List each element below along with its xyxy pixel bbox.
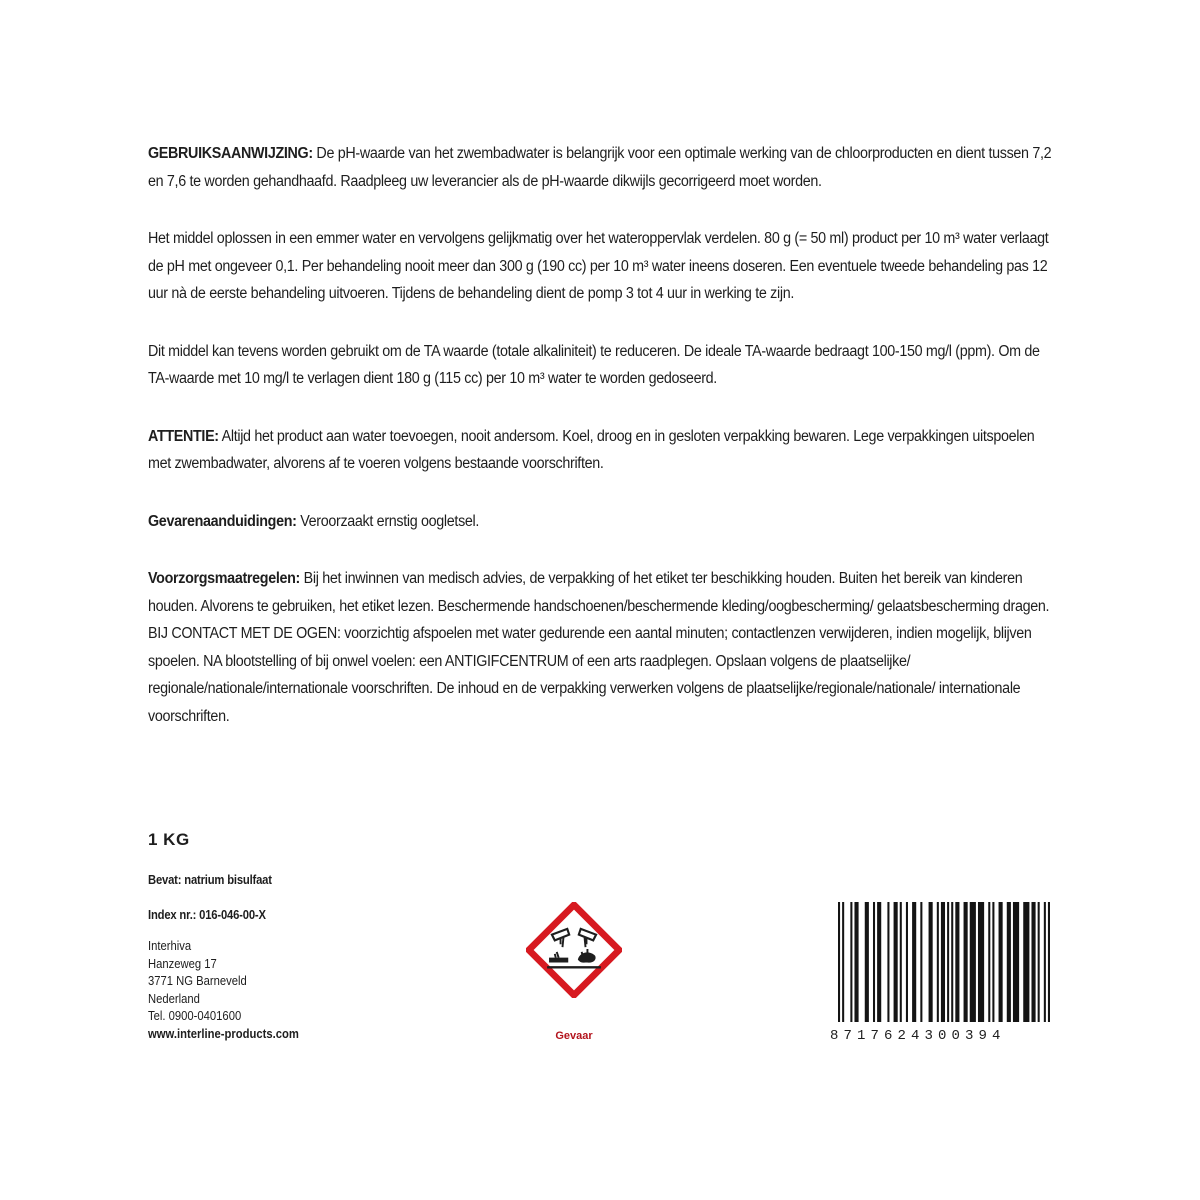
barcode-bar <box>1023 902 1029 1022</box>
usage-body: De pH-waarde van het zwembadwater is belangrijk voor een optimale werking van de chloorproducten en dient tussen 7,2 en 7,6 te worden gehandhaafd. Raadpleeg uw leverancier als de pH-waarde dikwijls gecorrigeerd moet worden. <box>148 145 1052 190</box>
barcode-bar <box>850 902 852 1022</box>
barcode <box>838 902 1050 1022</box>
barcode-bar <box>842 902 844 1022</box>
index-number: Index nr.: 016-046-00-X <box>148 908 266 922</box>
barcode-bar <box>937 902 939 1022</box>
attention-heading: ATTENTIE: <box>148 427 219 445</box>
signal-word: Gevaar <box>555 1030 593 1042</box>
barcode-bar <box>1038 902 1040 1022</box>
hazard-paragraph <box>148 508 1054 536</box>
barcode-bar <box>894 902 898 1022</box>
barcode-bar <box>999 902 1003 1022</box>
barcode-bar <box>1044 902 1046 1022</box>
barcode-bar <box>992 902 994 1022</box>
ghs05-corrosive-icon <box>526 902 622 998</box>
hazard-heading: Gevarenaanduidingen: <box>148 512 297 530</box>
barcode-bar <box>906 902 908 1022</box>
barcode-bar <box>955 902 959 1022</box>
barcode-bar <box>873 902 875 1022</box>
attention-paragraph <box>148 423 1054 478</box>
barcode-bar <box>978 902 984 1022</box>
instructions-text <box>148 140 1054 730</box>
company-website: www.interline-products.com <box>148 1026 299 1041</box>
usage-paragraph <box>148 140 1054 195</box>
barcode-bar <box>988 902 990 1022</box>
attention-body: Altijd het product aan water toevoegen, nooit andersom. Koel, droog en in gesloten verpakking bewaren. Lege verpakkingen uitspoelen met zwembadwater, alvorens af te voeren volgens bestaande voorschriften. <box>148 427 1035 472</box>
barcode-bar <box>865 902 869 1022</box>
hazard-body: Veroorzaakt ernstig oogletsel. <box>296 512 480 530</box>
ta-paragraph: Dit middel kan tevens worden gebruikt om de TA waarde (totale alkaliniteit) te reduceren. De ideale TA-waarde bedraagt 100-150 mg/l (ppm). Om de TA-waarde met 10 mg/l te verlagen dient 180 g (115 cc) per 10 m³ water te worden gedoseerd. <box>148 342 1040 387</box>
company-city: 3771 NG Barneveld <box>148 974 247 988</box>
barcode-bar <box>951 902 953 1022</box>
barcode-bar <box>877 902 881 1022</box>
eye-contact-paragraph: BIJ CONTACT MET DE OGEN: voorzichtig afspoelen met water gedurende een aantal minuten; contactlenzen verwijderen, indien mogelijk, blijven spoelen. NA blootstelling of bij onwel voelen: een ANTIGIFCENTRUM of een arts raadplegen. Opslaan volgens de plaatselijke/ regionale/nationale/internationale voorschriften. De inhoud en de verpakking verwerken volgens de plaatselijke/regionale/nationale/ internationale voorschriften. <box>148 625 1032 725</box>
barcode-bar <box>920 902 922 1022</box>
barcode-bar <box>912 902 916 1022</box>
contains-line: Bevat: natrium bisulfaat <box>148 873 272 887</box>
barcode-bar <box>1013 902 1019 1022</box>
barcode-bar <box>941 902 945 1022</box>
company-country: Nederland <box>148 991 200 1006</box>
net-weight: 1 KG <box>148 830 190 849</box>
barcode-bar <box>970 902 976 1022</box>
barcode-bar <box>929 902 933 1022</box>
barcode-bar <box>887 902 889 1022</box>
barcode-bar <box>1007 902 1011 1022</box>
dosage-paragraph: Het middel oplossen in een emmer water en vervolgens gelijkmatig over het wateroppervlak verdelen. 80 g (= 50 ml) product per 10 m³ water verlaagt de pH met ongeveer 0,1. Per behandeling nooit meer dan 300 g (190 cc) per 10 m³ water ineens doseren. Een eventuele tweede behandeling pas 12 uur nà de eerste behandeling uitvoeren. Tijdens de behandeling dient de pomp 3 tot 4 uur in werking te zijn. <box>148 230 1049 302</box>
barcode-bar <box>900 902 902 1022</box>
precaution-paragraph <box>148 565 1054 620</box>
barcode-bar <box>838 902 840 1022</box>
barcode-bar <box>854 902 858 1022</box>
product-label <box>148 140 1054 1080</box>
barcode-bar <box>964 902 968 1022</box>
usage-heading: GEBRUIKSAANWIJZING: <box>148 145 313 162</box>
company-address <box>148 938 299 1043</box>
company-phone: Tel. 0900-0401600 <box>148 1009 242 1023</box>
barcode-bar <box>947 902 949 1022</box>
company-street: Hanzeweg 17 <box>148 956 217 971</box>
precaution-heading: Voorzorgsmaatregelen: <box>148 570 300 587</box>
company-name: Interhiva <box>148 939 192 953</box>
precaution-body: Bij het inwinnen van medisch advies, de verpakking of het etiket ter beschikking houden. Buiten het bereik van kinderen houden. Alvorens te gebruiken, het etiket lezen. Beschermende handschoenen/beschermende kleding/oogbescherming/ gelaatsbescherming dragen. <box>148 570 1050 615</box>
barcode-digits: 8717624300394 <box>830 1028 1006 1044</box>
barcode-bar <box>1048 902 1050 1022</box>
barcode-bar <box>1031 902 1035 1022</box>
